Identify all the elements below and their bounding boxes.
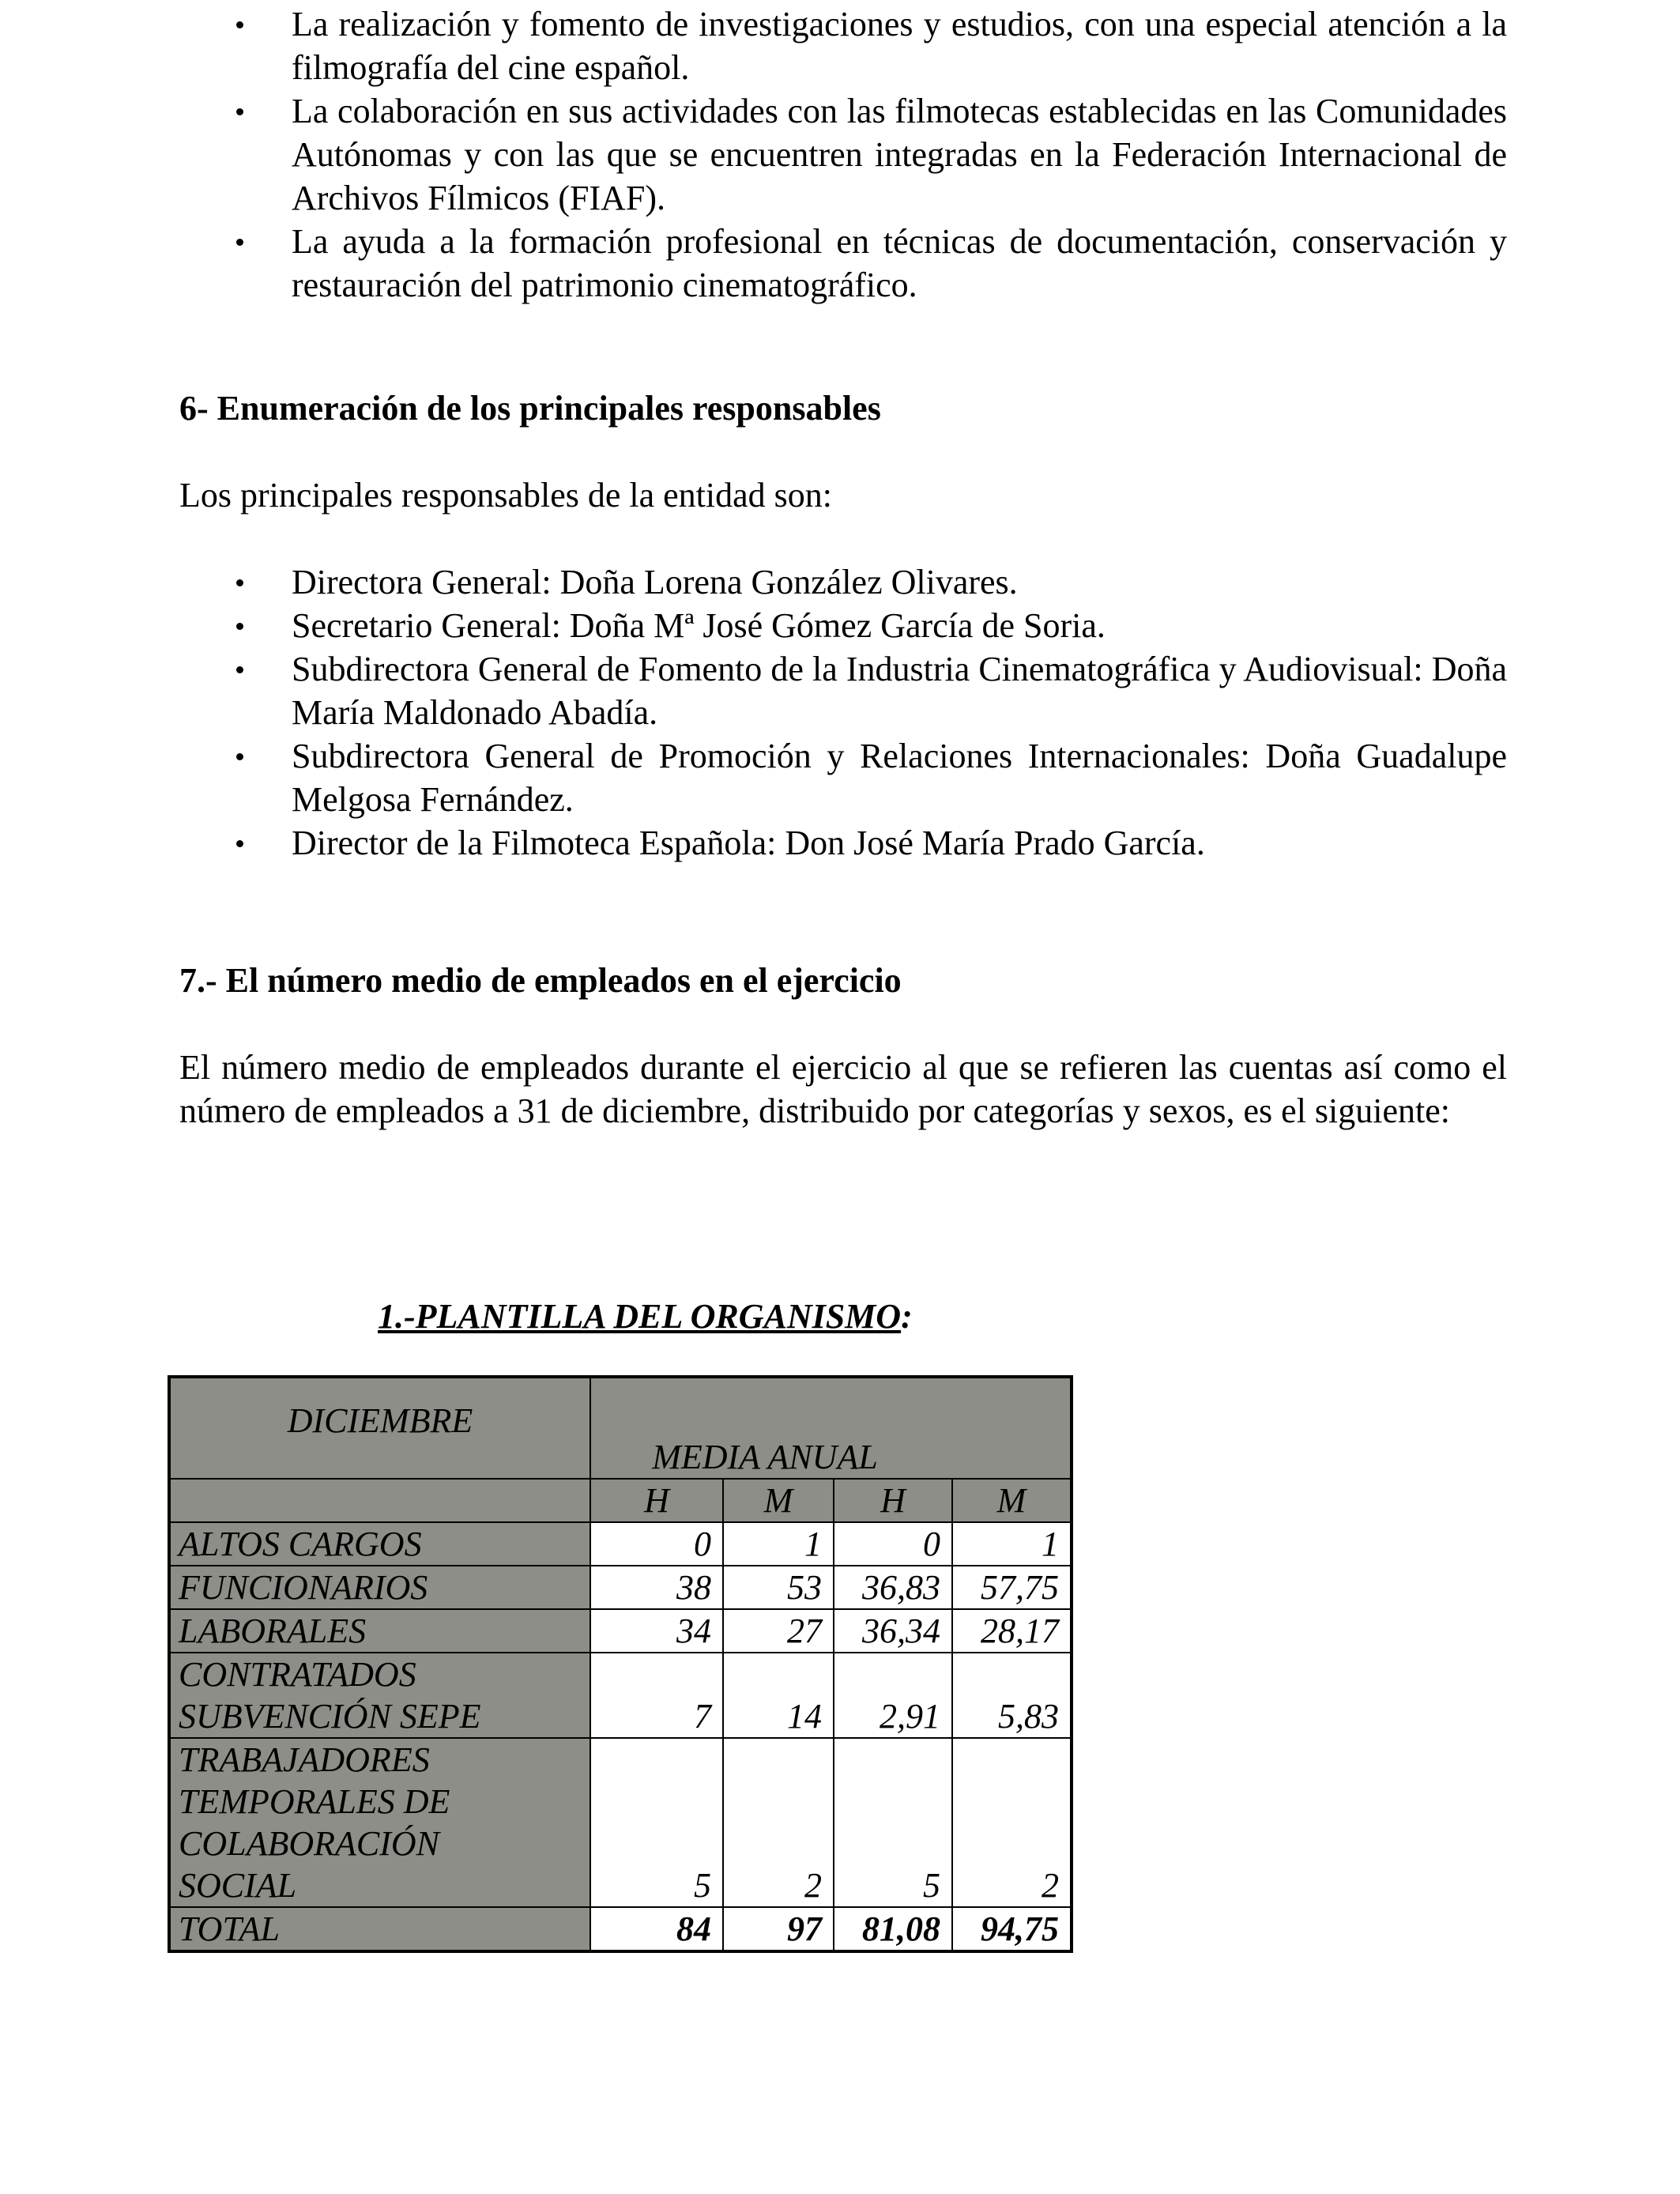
list-item: [179, 220, 1507, 307]
list-item: [179, 89, 1507, 220]
row-label: [169, 1738, 590, 1907]
list-item-text: Directora General: Doña Lorena González Olivares.: [292, 563, 1018, 601]
bullet-icon: [236, 840, 243, 847]
list-item-text: La ayuda a la formación profesional en técnicas de documentación, conservación y restauración del patrimonio cinematográfico.: [292, 222, 1507, 304]
subheader-m: M: [952, 1479, 1072, 1522]
subheader-h: H: [834, 1479, 952, 1522]
bullet-icon: [236, 108, 243, 115]
cell-value: 2: [723, 1738, 834, 1907]
cell-value: 0: [590, 1522, 723, 1566]
table-row: [169, 1653, 1072, 1738]
cell-total: 94,75: [952, 1907, 1072, 1951]
bullet-icon: [236, 666, 243, 673]
row-label-line: SUBVENCIÓN SEPE: [179, 1697, 481, 1736]
cell-value: 38: [590, 1566, 723, 1609]
table-row: [169, 1738, 1072, 1907]
cell-value: 36,83: [834, 1566, 952, 1609]
header-media-anual: [590, 1377, 1072, 1479]
row-label-total: TOTAL: [169, 1907, 590, 1951]
row-label: FUNCIONARIOS: [169, 1566, 590, 1609]
list-item-text: Secretario General: Doña Mª José Gómez García de Soria.: [292, 606, 1106, 645]
list-item-text: La colaboración en sus actividades con las filmotecas establecidas en las Comunidades Autónomas y con las que se encuentren integradas en la Federación Internacional de Archivos Fílmicos (FIAF).: [292, 92, 1507, 217]
table-title-suffix: :: [901, 1297, 913, 1336]
row-label-line: CONTRATADOS: [179, 1655, 416, 1694]
section6-intro: Los principales responsables de la entidad son:: [179, 476, 833, 515]
header-media-anual-text: MEDIA ANUAL: [652, 1438, 878, 1476]
list-item-text: Director de la Filmoteca Española: Don José María Prado García.: [292, 824, 1205, 862]
section7-paragraph: El número medio de empleados durante el ejercicio al que se refieren las cuentas así como el número de empleados a 31 de diciembre, distribuido por categorías y sexos, es el siguiente:: [179, 1048, 1507, 1130]
cell-total: 97: [723, 1907, 834, 1951]
row-label: [169, 1653, 590, 1738]
header-diciembre: [169, 1377, 590, 1479]
cell-value: 57,75: [952, 1566, 1072, 1609]
row-label-line: SOCIAL: [179, 1866, 297, 1905]
table-row: [169, 1522, 1072, 1566]
subheader-m: M: [723, 1479, 834, 1522]
section5-bullet-list: [179, 2, 1507, 307]
list-item: [179, 604, 1507, 647]
list-item: [179, 734, 1507, 821]
cell-value: 1: [952, 1522, 1072, 1566]
list-item: [179, 821, 1507, 865]
section7-heading: 7.- El número medio de empleados en el ejercicio: [179, 961, 902, 1000]
table-row-total: [169, 1907, 1072, 1951]
plantilla-table: [168, 1375, 1073, 1953]
row-label-line: COLABORACIÓN: [179, 1824, 439, 1863]
table-title: [378, 1295, 913, 1338]
list-item: [179, 560, 1507, 604]
cell-value: 53: [723, 1566, 834, 1609]
cell-value: 36,34: [834, 1609, 952, 1653]
cell-value: 7: [590, 1653, 723, 1738]
table-row: [169, 1566, 1072, 1609]
list-item-text: La realización y fomento de investigaciones y estudios, con una especial atención a la filmografía del cine español.: [292, 5, 1507, 87]
subheader-blank-cell: [169, 1479, 590, 1522]
row-label-line: TEMPORALES DE: [179, 1782, 450, 1821]
list-item-text: Subdirectora General de Promoción y Relaciones Internacionales: Doña Guadalupe Melgosa Fernández.: [292, 737, 1507, 819]
cell-value: 28,17: [952, 1609, 1072, 1653]
list-item: [179, 647, 1507, 734]
bullet-icon: [236, 753, 243, 760]
list-item-text: Subdirectora General de Fomento de la Industria Cinematográfica y Audiovisual: Doña María Maldonado Abadía.: [292, 650, 1507, 732]
cell-value: 34: [590, 1609, 723, 1653]
list-item: [179, 2, 1507, 89]
row-label: ALTOS CARGOS: [169, 1522, 590, 1566]
cell-value: 27: [723, 1609, 834, 1653]
cell-value: 0: [834, 1522, 952, 1566]
cell-value: 2: [952, 1738, 1072, 1907]
cell-value: 5,83: [952, 1653, 1072, 1738]
bullet-icon: [236, 579, 243, 586]
bullet-icon: [236, 623, 243, 630]
section6-responsables-list: [179, 560, 1507, 865]
header-diciembre-text: DICIEMBRE: [287, 1400, 473, 1440]
cell-value: 14: [723, 1653, 834, 1738]
subheader-h: H: [590, 1479, 723, 1522]
cell-total: 81,08: [834, 1907, 952, 1951]
table-row: [169, 1609, 1072, 1653]
cell-value: 5: [834, 1738, 952, 1907]
section6-heading: 6- Enumeración de los principales responsables: [179, 389, 881, 428]
cell-total: 84: [590, 1907, 723, 1951]
bullet-icon: [236, 239, 243, 246]
row-label: LABORALES: [169, 1609, 590, 1653]
cell-value: 5: [590, 1738, 723, 1907]
row-label-line: TRABAJADORES: [179, 1740, 430, 1779]
table-title-text: 1.-PLANTILLA DEL ORGANISMO: [378, 1297, 902, 1336]
bullet-icon: [236, 21, 243, 28]
cell-value: 1: [723, 1522, 834, 1566]
cell-value: 2,91: [834, 1653, 952, 1738]
